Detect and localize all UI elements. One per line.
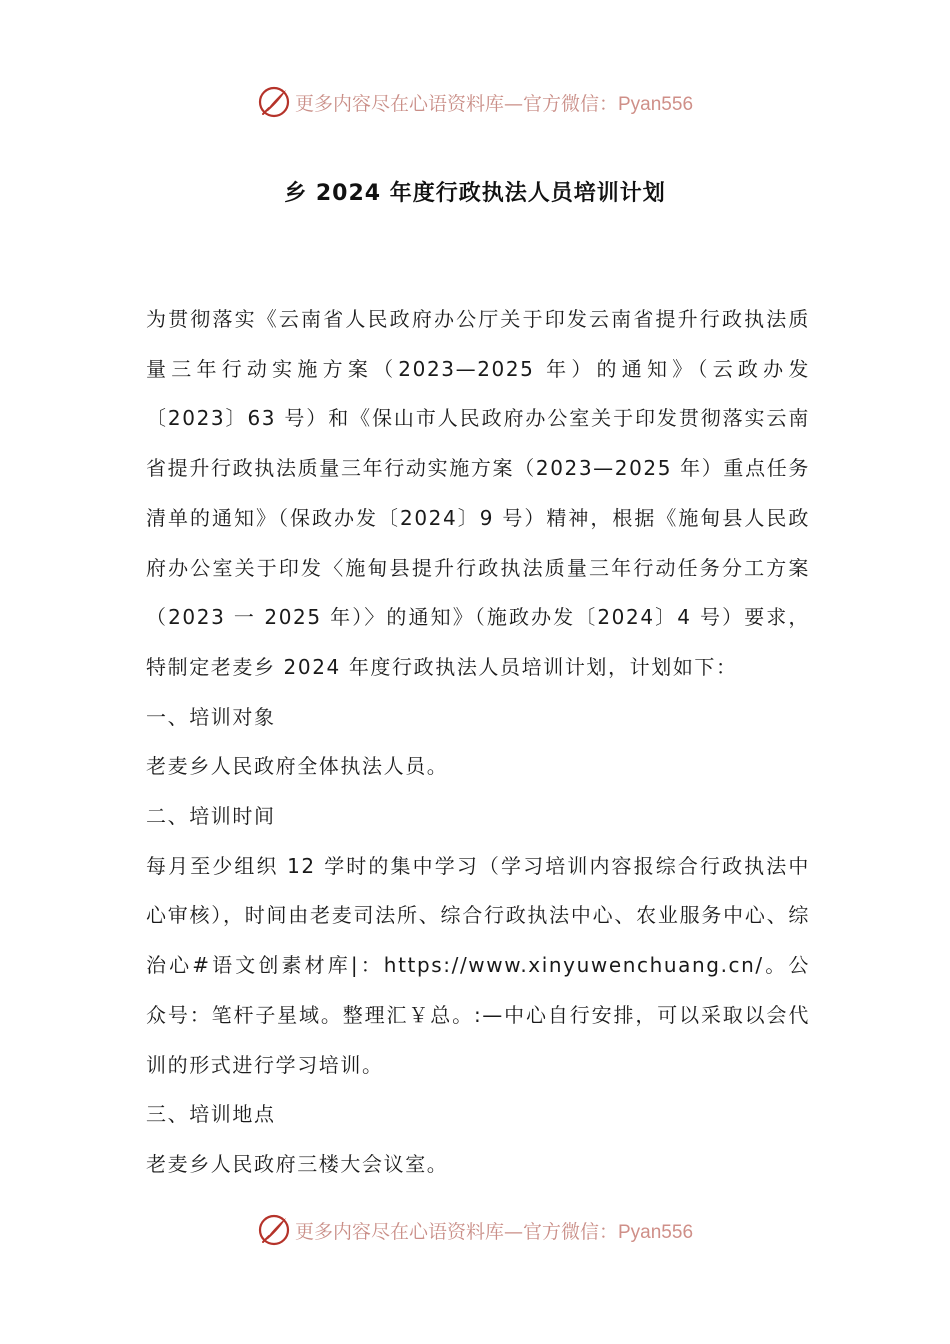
section-heading-3: 三、培训地点 (146, 1102, 276, 1127)
section-content-1: 老麦乡人民政府全体执法人员。 (146, 754, 449, 779)
watermark-text (295, 1217, 693, 1244)
intro-paragraph: 为贯彻落实《云南省人民政府办公厅关于印发云南省提升行政执法质量三年行动实施方案（2023—2025 年）的通知》（云政办发〔2023〕63 号）和《保山市人民政府办公室关于印发贯彻落实云南省提升行政执法质量三年行动实施方案（2023—2025 年）重点任务清单的通知》（保政办发〔2024〕9 号）精神，根据《施甸县人民政府办公室关于印发〈施甸县提升行政执法质量三年行动任务分工方案（2023 一 2025 年）〉的通知》（施政办发〔2024〕4 号）要求，特制定老麦乡 2024 年度行政执法人员培训计划，计划如下： (146, 307, 810, 679)
document-title: 乡 2024 年度行政执法人员培训计划 (284, 181, 666, 206)
watermark-caption: 更多内容尽在心语资料库—官方微信： (294, 1220, 618, 1243)
document-body (146, 295, 810, 1190)
watermark-text (295, 89, 693, 116)
section-heading-2: 二、培训时间 (146, 804, 276, 829)
watermark-banner-bottom (0, 1208, 950, 1252)
watermark-caption: 更多内容尽在心语资料库—官方微信： (294, 92, 618, 115)
quill-pen-logo-icon (257, 85, 291, 119)
watermark-wechat-id: Pyan556 (618, 93, 694, 115)
section-heading-1: 一、培训对象 (146, 704, 276, 729)
quill-pen-logo-icon (257, 1213, 291, 1247)
section-content-2: 每月至少组织 12 学时的集中学习（学习培训内容报综合行政执法中心审核），时间由老麦司法所、综合行政执法中心、农业服务中心、综治心#语文创素材库|：https://www.xinyuwenchuang.cn/。公众号：笔杆子星域。整理汇￥总。:—中心自行安排，可以采取以会代训的形式进行学习培训。 (146, 853, 810, 1077)
section-content-3: 老麦乡人民政府三楼大会议室。 (146, 1151, 449, 1176)
watermark-wechat-id: Pyan556 (618, 1221, 694, 1243)
watermark-banner-top (0, 80, 950, 124)
